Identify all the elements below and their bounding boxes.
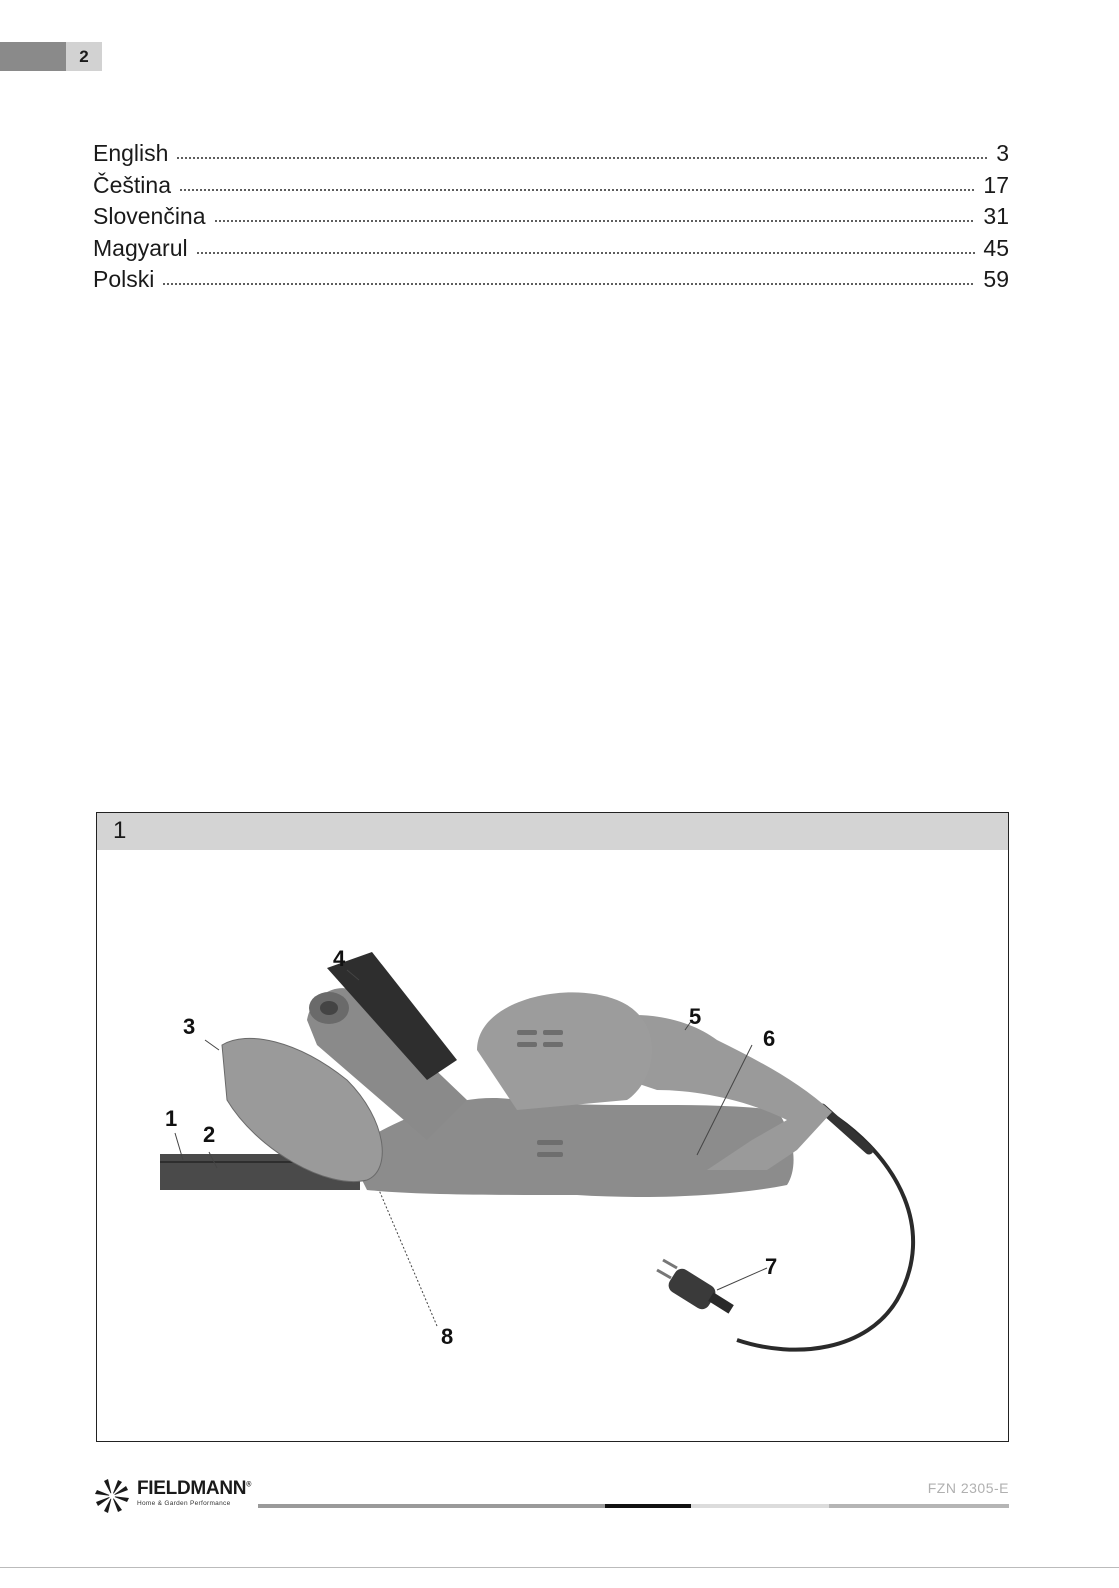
footer-rule-segment — [829, 1504, 1009, 1508]
toc-leader-dots — [196, 251, 976, 255]
toc-entry-magyarul[interactable] — [93, 235, 1009, 267]
toc-page-number: 3 — [996, 140, 1009, 166]
footer-rule-segment — [605, 1504, 691, 1508]
callout-8: 8 — [441, 1324, 454, 1349]
toc-leader-dots — [214, 219, 976, 223]
toc-language: English — [93, 140, 169, 166]
footer-rule-segment — [258, 1504, 605, 1508]
callout-6: 6 — [763, 1026, 776, 1051]
toc-page-number: 45 — [983, 234, 1009, 261]
hedge-trimmer-illustration — [97, 850, 1007, 1440]
toc-page-number: 59 — [983, 266, 1009, 292]
page-bottom-edge — [0, 1567, 1119, 1568]
callout-4: 4 — [333, 946, 346, 971]
toc-entry-slovencina[interactable] — [93, 203, 1009, 235]
power-plug-icon — [657, 1260, 734, 1314]
callout-2: 2 — [203, 1122, 216, 1147]
table-of-contents — [93, 140, 1009, 298]
toc-leader-dots — [162, 282, 975, 286]
figure-header — [97, 813, 1008, 850]
toc-language: Slovenčina — [93, 203, 206, 229]
motor-cover — [477, 992, 652, 1110]
brand-name: FIELDMANN® — [137, 1478, 252, 1499]
callout-7: 7 — [765, 1254, 778, 1279]
toc-entry-cestina[interactable] — [93, 172, 1009, 204]
toc-language: Magyarul — [93, 234, 188, 261]
model-number: FZN 2305-E — [927, 1480, 1009, 1496]
callout-3: 3 — [183, 1014, 196, 1039]
toc-page-number: 31 — [983, 203, 1009, 229]
toc-language: Čeština — [93, 171, 171, 198]
brand-tagline: Home & Garden Performance — [137, 1500, 231, 1507]
figure-hedge-trimmer — [96, 812, 1009, 1442]
callout-1: 1 — [165, 1106, 178, 1131]
toc-leader-dots — [179, 188, 975, 192]
toc-page-number: 17 — [983, 171, 1009, 198]
page-tab-marker — [0, 42, 66, 71]
toc-leader-dots — [176, 156, 988, 160]
figure-number: 1 — [113, 817, 127, 844]
footer-rule-segment — [691, 1504, 829, 1508]
callout-5: 5 — [689, 1004, 702, 1029]
toc-entry-english[interactable] — [93, 140, 1009, 172]
toc-language: Polski — [93, 266, 155, 292]
page-number: 2 — [66, 42, 102, 71]
toc-entry-polski[interactable] — [93, 266, 1009, 298]
